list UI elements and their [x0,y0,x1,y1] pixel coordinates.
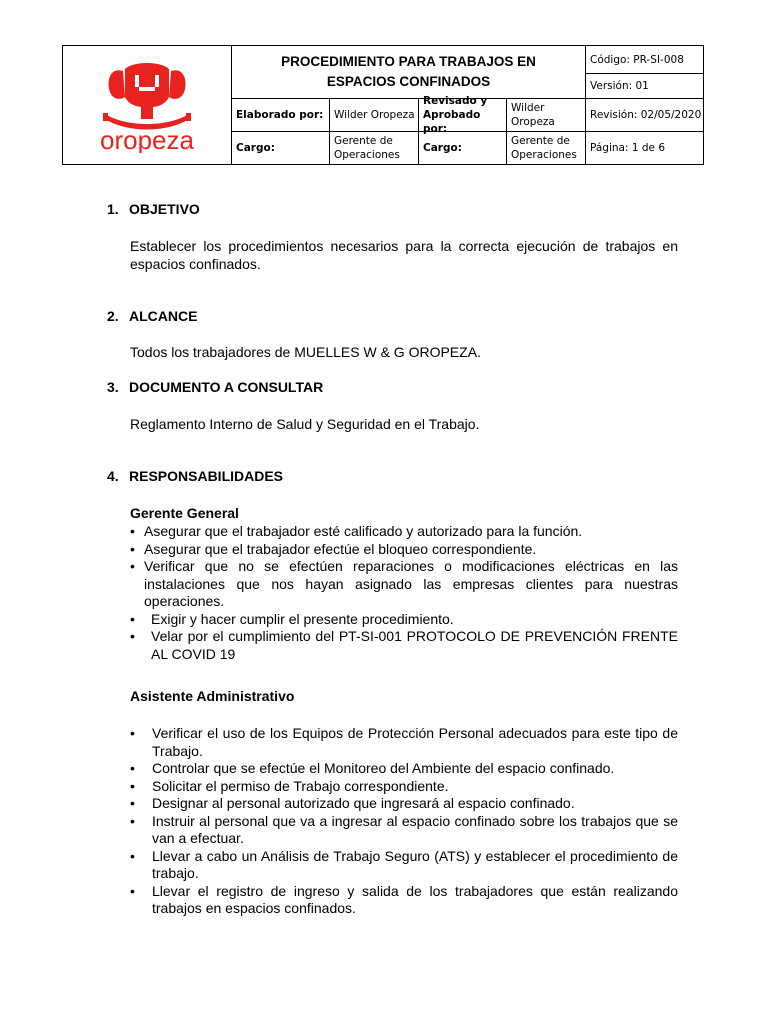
revisado-value: Wilder Oropeza [507,99,586,132]
section-number: 3. [107,379,119,395]
cargo-value-2: Gerente de Operaciones [507,132,586,164]
bullet-icon: • [130,777,135,794]
pagina: Página: 1 de 6 [590,142,666,154]
list-item-text: Velar por el cumplimiento del PT-SI-001 PROTOCOLO DE PREVENCIÓN FRENTE AL COVID 19 [151,628,678,662]
bullet-icon: • [130,847,135,864]
subheading-gerente-general: Gerente General [130,505,239,521]
list-item-text: Designar al personal autorizado que ingresará al espacio confinado. [152,795,575,811]
revisado-label: Revisado y Aprobado por: [419,99,507,132]
list-item-text: Instruir al personal que va a ingresar al espacio confinado sobre los trabajos que se van a efectuar. [152,812,678,846]
oropeza-elephant-logo [77,57,217,153]
list-item [130,541,678,559]
list-item [130,778,678,796]
section-number: 1. [107,201,119,217]
bullet-icon: • [130,523,135,539]
bullet-icon: • [130,760,135,776]
list-item [130,725,678,760]
subheading-asistente-administrativo: Asistente Administrativo [130,688,295,704]
bullet-icon: • [130,628,135,644]
section-heading-responsabilidades [107,468,283,484]
list-item [130,558,678,611]
list-item-text: Exigir y hacer cumplir el presente procedimiento. [151,610,454,627]
elaborado-value: Wilder Oropeza [330,99,419,132]
company-logo-cell [63,46,232,164]
bullet-icon: • [130,610,135,627]
version: Versión: 01 [586,74,703,99]
section-heading-alcance [107,308,197,324]
cargo-label-2: Cargo: [419,132,507,164]
section-title: RESPONSABILIDADES [129,468,284,484]
gerente-general-list [130,523,678,663]
bullet-icon: • [130,812,135,829]
elaborado-label: Elaborado por: [232,99,330,132]
list-item-text: Llevar el registro de ingreso y salida de los trabajadores que están realizando trabajos en espacios confinados. [152,882,678,916]
bullet-icon: • [130,795,135,811]
list-item [130,523,678,541]
codigo: Código: PR-SI-008 [586,46,703,74]
section-heading-objetivo [107,201,200,217]
list-item [130,628,678,663]
list-item [130,883,678,918]
section-title: DOCUMENTO A CONSULTAR [129,379,324,395]
section-text-alcance: Todos los trabajadores de MUELLES W & G OROPEZA. [130,344,481,360]
list-item-text: Controlar que se efectúe el Monitoreo del Ambiente del espacio confinado. [152,760,615,776]
bullet-icon: • [130,540,135,557]
bullet-icon: • [130,725,135,741]
document-title: PROCEDIMIENTO PARA TRABAJOS EN ESPACIOS CONFINADOS [232,46,586,99]
document-header-table [62,45,704,165]
list-item-text: Llevar a cabo un Análisis de Trabajo Seguro (ATS) y establecer el procedimiento de trabajo. [152,847,678,881]
list-item-text: Verificar que no se efectúen reparaciones o modificaciones eléctricas en las instalaciones que nos hayan asignado las empresas clientes para nuestras operaciones. [144,558,678,609]
section-title: ALCANCE [129,308,198,324]
section-number: 4. [107,468,119,484]
list-item [130,795,678,813]
list-item-text: Asegurar que el trabajador esté calificado y autorizado para la función. [144,523,583,539]
section-text-documento: Reglamento Interno de Salud y Seguridad en el Trabajo. [130,416,480,432]
section-heading-documento [107,379,323,395]
section-number: 2. [107,308,119,324]
list-item [130,813,678,848]
list-item [130,611,678,629]
list-item-text: Asegurar que el trabajador efectúe el bloqueo correspondiente. [144,540,537,557]
list-item [130,848,678,883]
list-item-text: Solicitar el permiso de Trabajo correspondiente. [152,777,449,794]
list-item [130,760,678,778]
section-title: OBJETIVO [129,201,200,217]
bullet-icon: • [130,882,135,899]
logo-wordmark: oropeza [100,125,194,153]
revision: Revisión: 02/05/2020 [586,99,703,132]
section-text-objetivo: Establecer los procedimientos necesarios para la correcta ejecución de trabajos en espacios confinados. [130,238,678,272]
asistente-administrativo-list [130,725,678,918]
bullet-icon: • [130,558,135,574]
cargo-label-1: Cargo: [232,132,330,164]
cargo-value-1: Gerente de Operaciones [330,132,419,164]
list-item-text: Verificar el uso de los Equipos de Protección Personal adecuados para este tipo de Trabajo. [152,725,678,759]
